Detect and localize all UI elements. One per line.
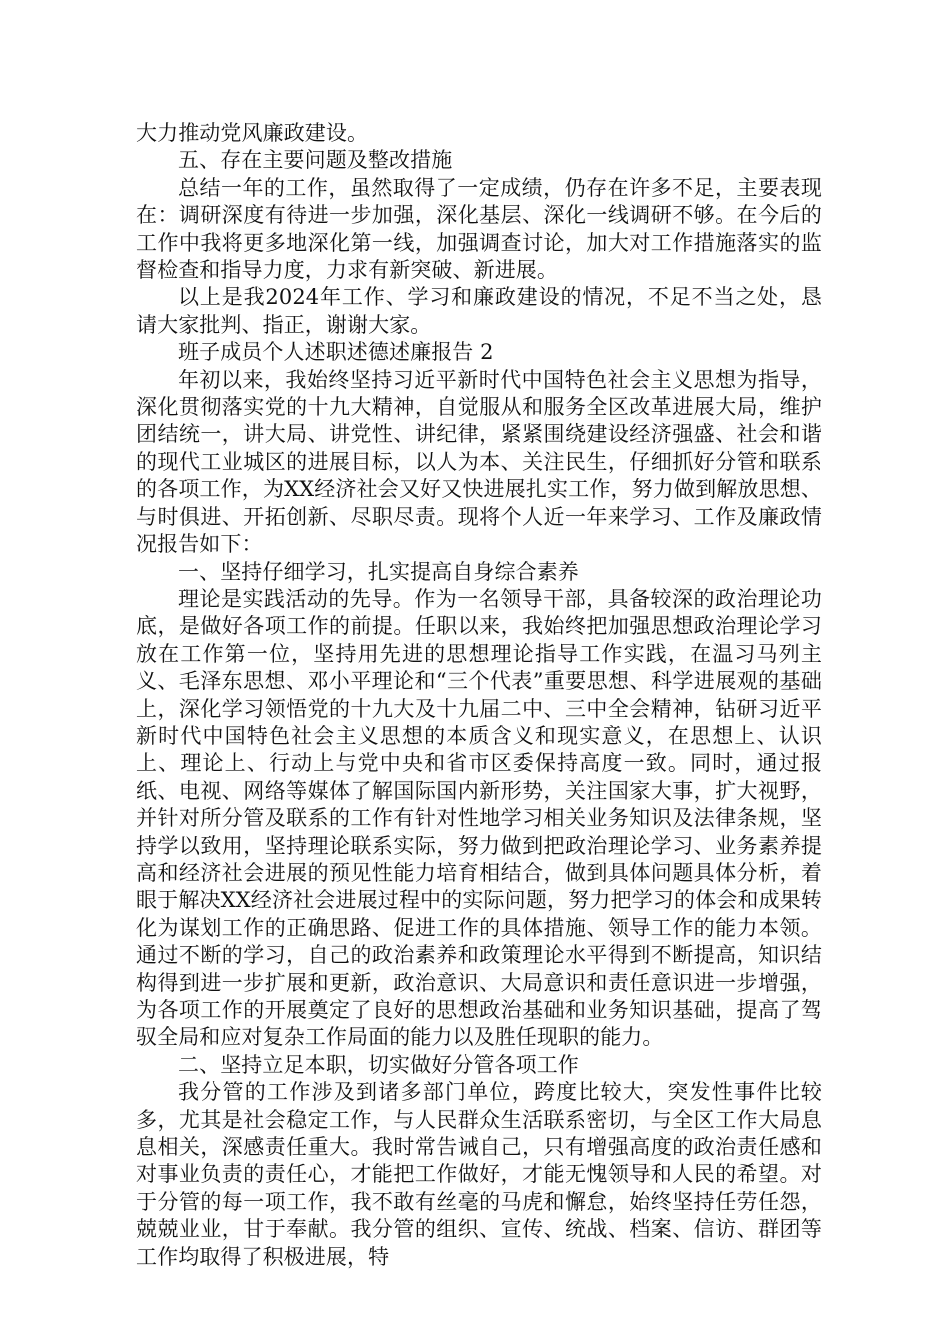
paragraph-theory: 理论是实践活动的先导。作为一名领导干部，具备较深的政治理论功底，是做好各项工作的前提。任职以来，我始终把加强思想政治理论学习放在工作第一位，坚持用先进的思想理论指导工作实践，在温习马列主义、毛泽东思想、邓小平理论和“三个代表”重要思想、科学进展观的基础上，深化学习领悟党的十九大及十九届二中、三中全会精神，钻研习近平新时代中国特色社会主义思想的本质含义和现实意义，在思想上、认识上、理论上、行动上与党中央和省市区委保持高度一致。同时，通过报纸、电视、网络等媒体了解国际国内新形势，关注国家大事，扩大视野，并针对所分管及联系的工作有针对性地学习相关业务知识及法律条规，坚持学以致用，坚持理论联系实际，努力做到把政治理论学习、业务素养提高和经济社会进展的预见性能力培育相结合，做到具体问题具体分析，着眼于解决XX经济社会进展过程中的实际问题，努力把学习的体会和成果转化为谋划工作的正确思路、促进工作的具体措施、领导工作的能力本领。通过不断的学习，自己的政治素养和政策理论水平得到不断提高，知识结构得到进一步扩展和更新，政治意识、大局意识和责任意识进一步增强，为各项工作的开展奠定了良好的思想政治基础和业务知识基础，提高了驾驭全局和应对复杂工作局面的能力以及胜任现职的能力。 [136, 586, 822, 1050]
section-heading-study: 一、坚持仔细学习，扎实提高自身综合素养 [178, 559, 579, 584]
section-heading-duties: 二、坚持立足本职，切实做好分管各项工作 [178, 1052, 579, 1077]
document-body [136, 120, 822, 1271]
paragraph-closing: 以上是我2024年工作、学习和廉政建设的情况，不足不当之处，恳请大家批判、指正，谢谢大家。 [136, 285, 822, 337]
report-title: 班子成员个人述职述德述廉报告 2 [178, 340, 494, 365]
paragraph-continuation: 大力推动党风廉政建设。 [136, 121, 369, 145]
paragraph-duties: 我分管的工作涉及到诸多部门单位，跨度比较大，突发性事件比较多，尤其是社会稳定工作，与人民群众生活联系密切，与全区工作大局息息相关，深感责任重大。我时常告诫自己，只有增强高度的政治责任感和对事业负责的责任心，才能把工作做好，才能无愧领导和人民的希望。对于分管的每一项工作，我不敢有丝毫的马虎和懈怠，始终坚持任劳任怨，兢兢业业，甘于奉献。我分管的组织、宣传、统战、档案、信访、群团等工作均取得了积极进展，特 [136, 1080, 822, 1269]
paragraph-intro: 年初以来，我始终坚持习近平新时代中国特色社会主义思想为指导，深化贯彻落实党的十九大精神，自觉服从和服务全区改革进展大局，维护团结统一，讲大局、讲党性、讲纪律，紧紧围绕建设经济强盛、社会和谐的现代工业城区的进展目标，以人为本、关注民生，仔细抓好分管和联系的各项工作，为XX经济社会又好又快进展扎实工作，努力做到解放思想、与时俱进、开拓创新、尽职尽责。现将个人近一年来学习、工作及廉政情况报告如下： [136, 367, 822, 557]
paragraph-summary: 总结一年的工作，虽然取得了一定成绩，仍存在许多不足，主要表现在：调研深度有待进一步加强，深化基层、深化一线调研不够。在今后的工作中我将更多地深化第一线，加强调查讨论，加大对工作措施落实的监督检查和指导力度，力求有新突破、新进展。 [136, 175, 822, 283]
section-heading-problems: 五、存在主要问题及整改措施 [178, 148, 453, 173]
